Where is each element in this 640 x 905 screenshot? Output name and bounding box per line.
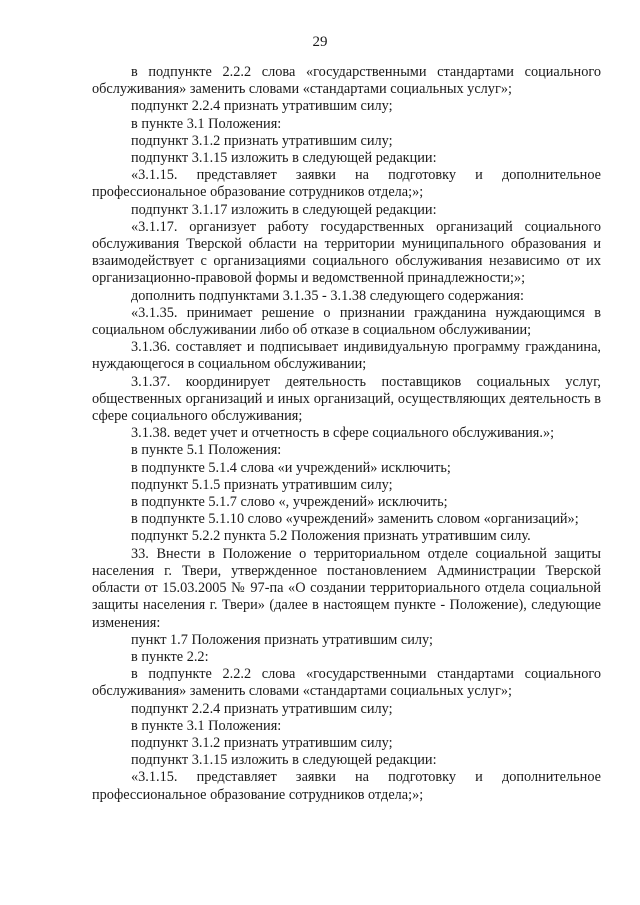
paragraph: подпункт 3.1.15 изложить в следующей редакции:: [131, 150, 437, 167]
document-body: [92, 64, 601, 804]
paragraph: в пункте 3.1 Положения:: [131, 115, 282, 132]
paragraph: подпункт 2.2.4 признать утратившим силу;: [131, 700, 393, 717]
paragraph: 3.1.37. координирует деятельность поставщиков социальных услуг, общественных организаций и иных организаций, осуществляющих деятельность в сфере социального обслуживания;: [92, 373, 601, 425]
paragraph: в пункте 3.1 Положения:: [131, 717, 282, 734]
page-number: 29: [312, 34, 328, 50]
paragraph: «3.1.17. организует работу государственных организаций социального обслуживания Тверской области на территории муниципального образования и взаимодействует с организациями социального обслуживания независимо от их организационно-правовой формы и ведомственной принадлежности;»;: [92, 218, 601, 287]
paragraph: пункт 1.7 Положения признать утратившим силу;: [131, 631, 433, 648]
paragraph: подпункт 5.2.2 пункта 5.2 Положения признать утратившим силу.: [131, 528, 531, 545]
paragraph: в подпункте 2.2.2 слова «государственными стандартами социального обслуживания» заменить словами «стандартами социальных услуг»;: [92, 666, 601, 700]
paragraph: в пункте 5.1 Положения:: [131, 442, 282, 459]
paragraph: 3.1.36. составляет и подписывает индивидуальную программу гражданина, нуждающегося в социальном обслуживании;: [92, 339, 601, 373]
paragraph: подпункт 2.2.4 признать утратившим силу;: [131, 98, 393, 115]
paragraph: подпункт 3.1.2 признать утратившим силу;: [131, 734, 393, 751]
paragraph: «3.1.35. принимает решение о признании гражданина нуждающимся в социальном обслуживании либо об отказе в социальном обслуживании;: [92, 304, 601, 339]
paragraph: в пункте 2.2:: [131, 648, 209, 665]
paragraph: в подпункте 2.2.2 слова «государственными стандартами социального обслуживания» заменить словами «стандартами социальных услуг»;: [92, 64, 601, 98]
paragraph: «3.1.15. представляет заявки на подготовку и дополнительное профессиональное образование сотрудников отдела;»;: [92, 167, 601, 201]
paragraph: в подпункте 5.1.4 слова «и учреждений» исключить;: [131, 459, 451, 476]
paragraph: в подпункте 5.1.10 слово «учреждений» заменить словом «организаций»;: [131, 511, 579, 528]
paragraph: подпункт 3.1.15 изложить в следующей редакции:: [131, 752, 437, 769]
paragraph: «3.1.15. представляет заявки на подготовку и дополнительное профессиональное образование сотрудников отдела;»;: [92, 769, 601, 803]
paragraph: подпункт 3.1.17 изложить в следующей редакции:: [131, 201, 437, 218]
paragraph: в подпункте 5.1.7 слово «, учреждений» исключить;: [131, 494, 448, 511]
paragraph: дополнить подпунктами 3.1.35 - 3.1.38 следующего содержания:: [131, 287, 524, 304]
paragraph: 33. Внести в Положение о территориальном отделе социальной защиты населения г. Твери, утвержденное постановлением Администрации Тверской области от 15.03.2005 № 97-па «О создании территориального отдела социальной защиты населения г. Твери» (далее в настоящем пункте - Положение), следующие изменения:: [92, 545, 601, 631]
paragraph: 3.1.38. ведет учет и отчетность в сфере социального обслуживания.»;: [131, 425, 555, 442]
paragraph: подпункт 5.1.5 признать утратившим силу;: [131, 476, 393, 493]
paragraph: подпункт 3.1.2 признать утратившим силу;: [131, 132, 393, 149]
